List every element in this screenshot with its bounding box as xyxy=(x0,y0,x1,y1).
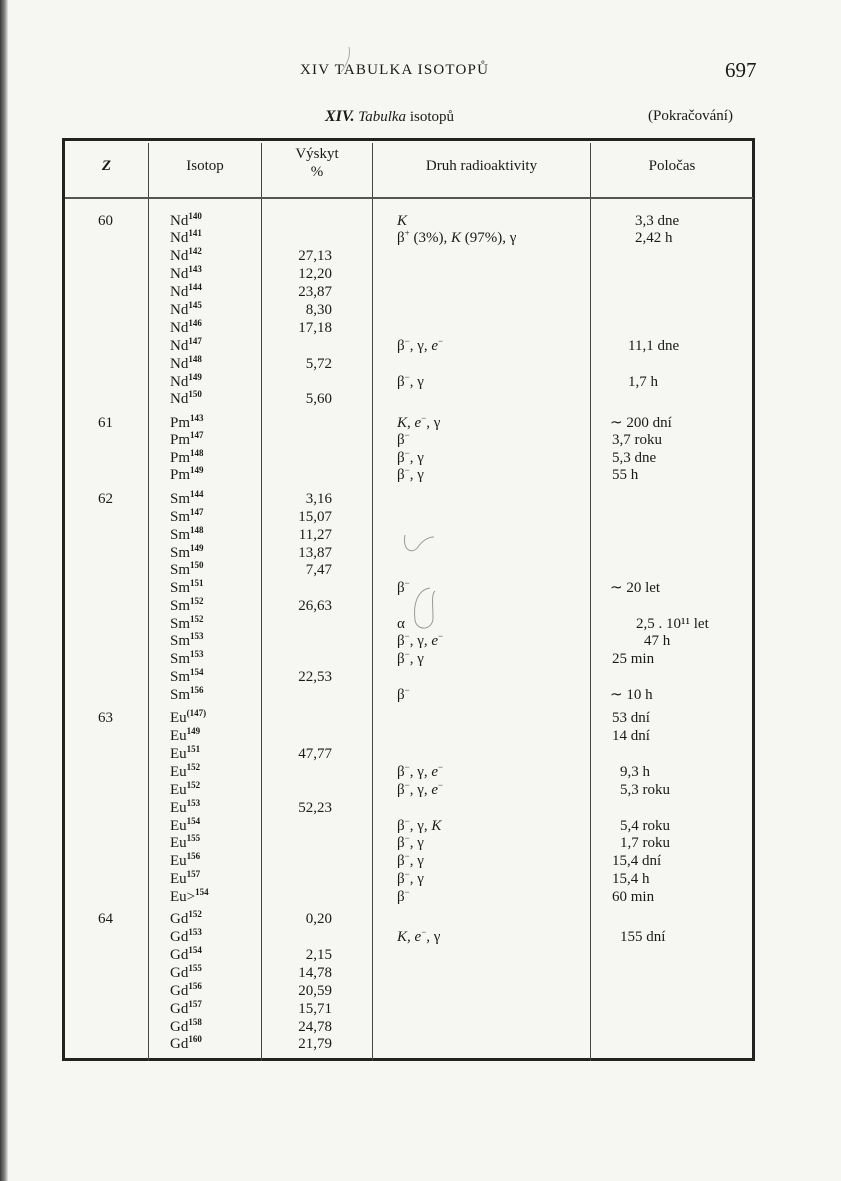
decay-mode: β−, γ xyxy=(397,372,424,390)
mass-number: 153 xyxy=(190,631,204,641)
element-symbol: Pm xyxy=(170,415,191,431)
occurrence-percent: 12,20 xyxy=(298,266,332,282)
occurrence-percent: 5,60 xyxy=(305,391,332,407)
isotope-symbol xyxy=(170,965,202,982)
isotope-symbol xyxy=(170,728,200,745)
half-life: 25 min xyxy=(612,651,655,667)
decay-mode: β−, γ xyxy=(397,851,424,869)
half-life: 5,3 roku xyxy=(620,782,670,798)
pencil-mark xyxy=(405,585,445,635)
element-symbol: Gd xyxy=(170,947,189,963)
header-half-life: Poločas xyxy=(648,158,696,174)
element-symbol: Nd xyxy=(170,356,189,372)
caption-rest: isotopů xyxy=(406,109,454,125)
half-life: 9,3 h xyxy=(620,764,650,780)
element-symbol: Sm xyxy=(170,580,191,596)
element-symbol: Gd xyxy=(170,983,189,999)
isotope-symbol xyxy=(170,764,200,781)
half-life: 47 h xyxy=(644,633,671,649)
half-life: 2,5 . 10¹¹ let xyxy=(636,616,709,632)
element-symbol: Eu xyxy=(170,782,187,798)
pencil-mark xyxy=(335,45,355,75)
element-symbol: Gd xyxy=(170,1019,189,1035)
occurrence-percent: 15,07 xyxy=(298,509,332,525)
mass-number: 152 xyxy=(186,780,201,790)
occurrence-percent: 11,27 xyxy=(298,527,332,543)
decay-mode: β−, γ, e− xyxy=(397,336,444,354)
mass-number: 145 xyxy=(188,300,202,310)
isotope-symbol xyxy=(170,598,204,615)
isotope-symbol xyxy=(170,947,202,964)
occurrence-percent: 3,16 xyxy=(305,491,332,507)
mass-number: 148 xyxy=(190,525,204,535)
element-symbol: Eu xyxy=(170,871,187,887)
mass-number: 147 xyxy=(190,430,204,440)
decay-mode: β−, γ, e− xyxy=(397,631,444,649)
header-occurrence-label: Výskyt xyxy=(295,146,339,162)
table-caption xyxy=(325,108,454,126)
half-life: 5,4 roku xyxy=(620,818,670,834)
header-decay: Druh radioaktivity xyxy=(425,158,538,174)
decay-mode: β−, γ, e− xyxy=(397,780,444,798)
isotope-symbol xyxy=(170,746,200,763)
header-rule xyxy=(65,197,753,199)
element-symbol: Gd xyxy=(170,911,189,927)
caption-number: XIV. xyxy=(325,108,355,125)
mass-number: 157 xyxy=(188,999,202,1009)
half-life: 5,3 dne xyxy=(612,450,657,466)
isotope-symbol xyxy=(170,509,204,526)
occurrence-percent: 21,79 xyxy=(298,1036,332,1052)
element-symbol: Eu> xyxy=(170,889,196,905)
element-symbol: Nd xyxy=(170,230,189,246)
mass-number: 148 xyxy=(190,448,204,458)
mass-number: 156 xyxy=(188,981,202,991)
mass-number: 146 xyxy=(188,318,202,328)
half-life: 155 dní xyxy=(620,929,666,945)
decay-mode: β−, γ xyxy=(397,649,424,667)
column-divider xyxy=(590,143,591,1061)
header-z: Z xyxy=(101,158,112,174)
element-symbol: Pm xyxy=(170,450,191,466)
occurrence-percent: 7,47 xyxy=(305,562,332,578)
occurrence-percent: 24,78 xyxy=(298,1019,332,1035)
column-divider xyxy=(148,143,149,1061)
isotope-symbol xyxy=(170,835,200,852)
element-symbol: Sm xyxy=(170,687,191,703)
caption-italic: Tabulka xyxy=(358,109,407,125)
decay-mode: β− xyxy=(397,685,410,703)
mass-number: 143 xyxy=(190,413,204,423)
decay-mode: α xyxy=(397,616,405,632)
isotope-symbol xyxy=(170,432,204,449)
occurrence-percent: 47,77 xyxy=(298,746,332,762)
mass-number: 155 xyxy=(188,963,202,973)
decay-mode: K xyxy=(397,213,408,229)
mass-number: 156 xyxy=(186,851,201,861)
element-symbol: Eu xyxy=(170,835,187,851)
decay-mode: β− xyxy=(397,578,410,596)
half-life: 14 dní xyxy=(612,728,650,744)
decay-mode: β−, γ xyxy=(397,869,424,887)
column-divider xyxy=(372,143,373,1061)
half-life: 3,3 dne xyxy=(635,213,680,229)
half-life: ∼ 20 let xyxy=(610,580,661,596)
element-symbol: Sm xyxy=(170,509,191,525)
half-life: 1,7 roku xyxy=(620,835,670,851)
isotope-symbol xyxy=(170,491,204,508)
isotope-symbol xyxy=(170,929,202,946)
element-symbol: Eu xyxy=(170,800,187,816)
element-symbol: Nd xyxy=(170,374,189,390)
element-symbol: Gd xyxy=(170,1001,189,1017)
occurrence-percent: 23,87 xyxy=(298,284,332,300)
mass-number: 150 xyxy=(188,389,202,399)
mass-number: 149 xyxy=(186,726,201,736)
element-symbol: Nd xyxy=(170,391,189,407)
mass-number: 144 xyxy=(188,282,202,292)
mass-number: 154 xyxy=(195,887,209,897)
mass-number: 155 xyxy=(186,833,201,843)
mass-number: 152 xyxy=(188,909,202,919)
pencil-mark xyxy=(400,525,440,565)
element-symbol: Gd xyxy=(170,1036,189,1052)
half-life: 15,4 h xyxy=(612,871,650,887)
element-symbol: Sm xyxy=(170,545,191,561)
mass-number: 153 xyxy=(190,649,204,659)
mass-number: 151 xyxy=(190,578,204,588)
element-symbol: Gd xyxy=(170,929,189,945)
isotope-symbol xyxy=(170,853,200,870)
decay-mode: β− xyxy=(397,430,410,448)
mass-number: 144 xyxy=(190,489,204,499)
mass-number: 140 xyxy=(188,211,202,221)
mass-number: 147 xyxy=(188,336,202,346)
mass-number: 160 xyxy=(188,1034,202,1044)
half-life: 53 dní xyxy=(612,710,650,726)
isotope-symbol xyxy=(170,669,204,686)
element-symbol: Sm xyxy=(170,598,191,614)
mass-number: 142 xyxy=(188,246,202,256)
element-symbol: Sm xyxy=(170,491,191,507)
occurrence-percent: 2,15 xyxy=(305,947,332,963)
occurrence-percent: 0,20 xyxy=(305,911,332,927)
occurrence-percent: 17,18 xyxy=(298,320,332,336)
occurrence-percent: 5,72 xyxy=(305,356,332,372)
mass-number: 154 xyxy=(190,667,204,677)
half-life: 60 min xyxy=(612,889,655,905)
occurrence-percent: 8,30 xyxy=(305,302,332,318)
isotope-symbol xyxy=(170,527,204,544)
mass-number: 149 xyxy=(190,543,204,553)
isotope-symbol xyxy=(170,687,204,704)
occurrence-percent: 13,87 xyxy=(298,545,332,561)
element-symbol: Nd xyxy=(170,284,189,300)
isotope-symbol xyxy=(170,356,202,373)
element-symbol: Pm xyxy=(170,432,191,448)
mass-number: 149 xyxy=(190,465,204,475)
isotope-symbol xyxy=(170,580,204,597)
half-life: 11,1 dne xyxy=(628,338,680,354)
isotope-symbol xyxy=(170,800,200,817)
running-head: XIV TABULKA ISOTOPŮ xyxy=(300,62,490,78)
half-life: 2,42 h xyxy=(635,230,673,246)
mass-number: 143 xyxy=(188,264,202,274)
element-symbol: Nd xyxy=(170,338,189,354)
occurrence-percent: 15,71 xyxy=(298,1001,332,1017)
decay-mode: β− xyxy=(397,887,410,905)
header-occurrence-unit: % xyxy=(310,164,324,180)
mass-number: 147 xyxy=(190,507,204,517)
mass-number: 151 xyxy=(186,744,201,754)
header-occurrence xyxy=(262,145,372,181)
half-life: ∼ 200 dní xyxy=(610,415,672,431)
occurrence-percent: 27,13 xyxy=(298,248,332,264)
element-symbol: Sm xyxy=(170,527,191,543)
isotope-symbol xyxy=(170,230,202,247)
mass-number: 158 xyxy=(188,1017,202,1027)
page-number: 697 xyxy=(725,58,757,82)
atomic-number: 64 xyxy=(98,911,113,927)
occurrence-percent: 22,53 xyxy=(298,669,332,685)
continued-label: (Pokračování) xyxy=(648,108,733,124)
decay-mode: β−, γ, K xyxy=(397,816,442,834)
isotope-symbol xyxy=(170,1036,202,1053)
mass-number: 154 xyxy=(188,945,202,955)
element-symbol: Gd xyxy=(170,965,189,981)
half-life: ∼ 10 h xyxy=(610,687,653,703)
element-symbol: Eu xyxy=(170,764,187,780)
isotope-symbol xyxy=(170,562,204,579)
isotope-symbol xyxy=(170,871,200,888)
element-symbol: Sm xyxy=(170,669,191,685)
isotope-symbol xyxy=(170,710,206,727)
mass-number: 148 xyxy=(188,354,202,364)
element-symbol: Pm xyxy=(170,467,191,483)
atomic-number: 60 xyxy=(98,213,113,229)
element-symbol: Sm xyxy=(170,616,191,632)
mass-number: 149 xyxy=(188,372,202,382)
isotope-symbol xyxy=(170,266,202,283)
mass-number: 153 xyxy=(186,798,201,808)
atomic-number: 62 xyxy=(98,491,113,507)
isotope-symbol xyxy=(170,651,204,668)
element-symbol: Sm xyxy=(170,651,191,667)
decay-mode: K, e−, γ xyxy=(397,927,441,945)
atomic-number: 61 xyxy=(98,415,113,431)
decay-mode: β−, γ xyxy=(397,448,424,466)
mass-number: 152 xyxy=(190,596,204,606)
element-symbol: Nd xyxy=(170,213,189,229)
mass-number: 154 xyxy=(186,816,201,826)
decay-mode: β−, γ xyxy=(397,465,424,483)
occurrence-percent: 20,59 xyxy=(298,983,332,999)
isotope-symbol xyxy=(170,911,202,928)
element-symbol: Eu xyxy=(170,746,187,762)
decay-mode: K, e−, γ xyxy=(397,413,441,431)
decay-mode: β−, γ xyxy=(397,833,424,851)
element-symbol: Nd xyxy=(170,320,189,336)
isotope-symbol xyxy=(170,1001,202,1018)
mass-number: 153 xyxy=(188,927,202,937)
mass-number: 152 xyxy=(186,762,201,772)
occurrence-percent: 52,23 xyxy=(298,800,332,816)
element-symbol: Sm xyxy=(170,562,191,578)
isotope-symbol xyxy=(170,391,202,408)
isotope-symbol xyxy=(170,320,202,337)
occurrence-percent: 26,63 xyxy=(298,598,332,614)
isotope-symbol xyxy=(170,782,200,799)
element-symbol: Nd xyxy=(170,248,189,264)
half-life: 15,4 dní xyxy=(612,853,662,869)
half-life: 1,7 h xyxy=(628,374,658,390)
decay-mode: β−, γ, e− xyxy=(397,762,444,780)
element-symbol: Eu xyxy=(170,853,187,869)
element-symbol: Eu xyxy=(170,728,187,744)
mass-number: 157 xyxy=(186,869,201,879)
mass-number: 156 xyxy=(190,685,204,695)
element-symbol: Sm xyxy=(170,633,191,649)
atomic-number: 63 xyxy=(98,710,113,726)
isotope-symbol xyxy=(170,248,202,265)
isotope-symbol xyxy=(170,338,202,355)
occurrence-percent: 14,78 xyxy=(298,965,332,981)
decay-mode: β+ (3%), K (97%), γ xyxy=(397,228,517,246)
half-life: 55 h xyxy=(612,467,639,483)
isotope-symbol xyxy=(170,889,209,906)
element-symbol: Nd xyxy=(170,302,189,318)
book-binding-shadow xyxy=(0,0,8,1181)
isotope-symbol xyxy=(170,302,202,319)
mass-number: 150 xyxy=(190,560,204,570)
isotope-symbol xyxy=(170,983,202,1000)
half-life: 3,7 roku xyxy=(612,432,662,448)
mass-number: 141 xyxy=(188,228,202,238)
mass-number: 152 xyxy=(190,614,204,624)
mass-number: (147) xyxy=(186,708,207,718)
isotope-symbol xyxy=(170,467,204,484)
isotope-symbol xyxy=(170,633,204,650)
element-symbol: Eu xyxy=(170,818,187,834)
header-isotope: Isotop xyxy=(186,158,224,174)
isotope-symbol xyxy=(170,284,202,301)
element-symbol: Eu xyxy=(170,710,187,726)
element-symbol: Nd xyxy=(170,266,189,282)
